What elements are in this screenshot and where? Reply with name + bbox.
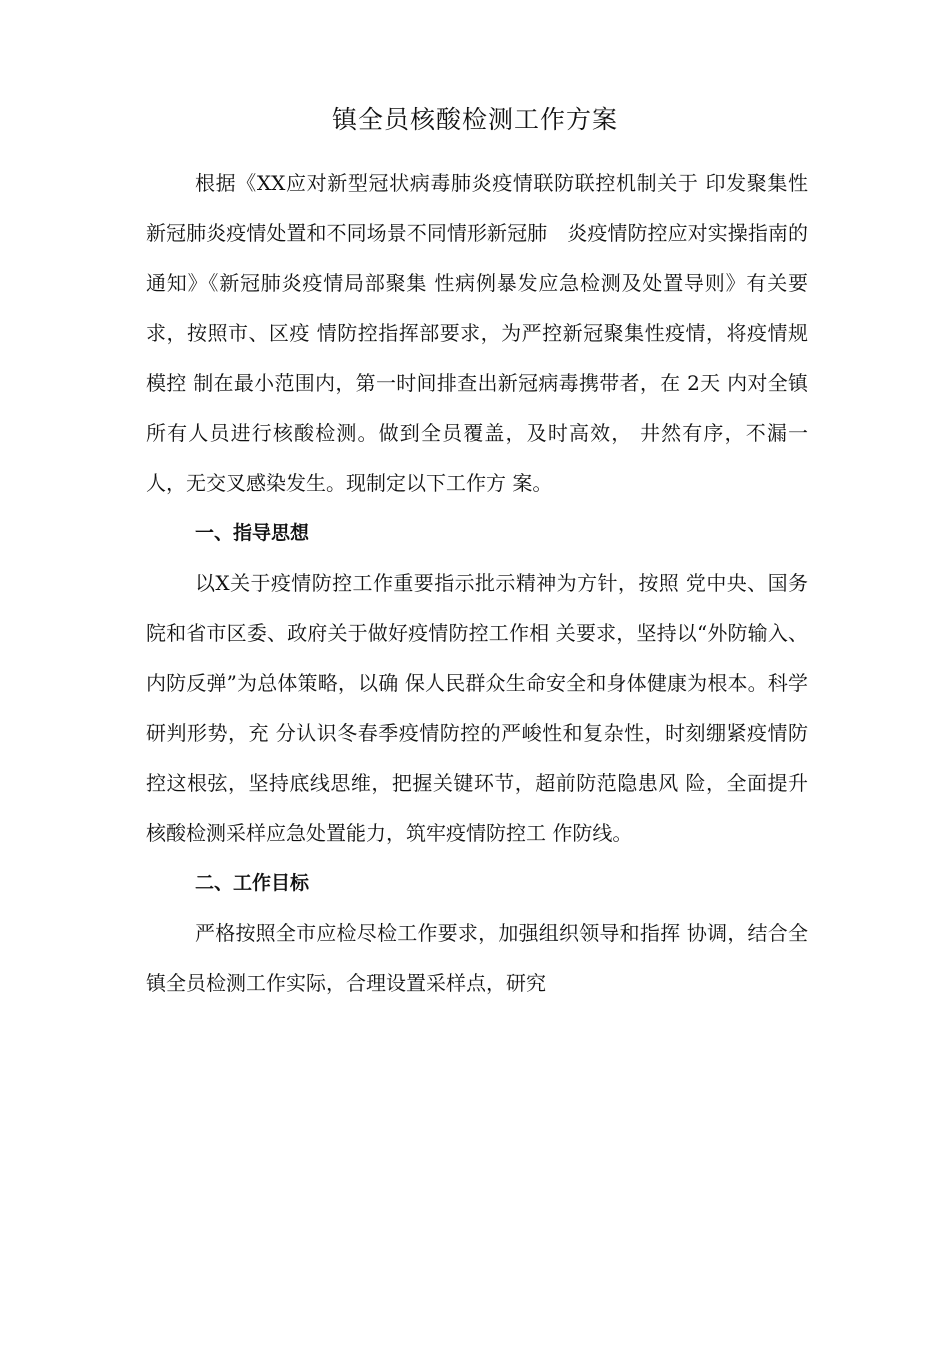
section-heading-work-goals: 二、工作目标: [195, 872, 310, 894]
document-body: [146, 158, 808, 1008]
section-paragraph-work-goals: 严格按照全市应检尽检工作要求，加强组织领导和指挥 协调，结合全镇全员检测工作实际，合理设置采样点，研究: [146, 921, 808, 995]
section-paragraph-guiding-ideology: 以X关于疫情防控工作重要指示批示精神为方针，按照 党中央、国务院和省市区委、政府关于做好疫情防控工作相 关要求，坚持以“外防输入、内防反弹”为总体策略，以确 保人民群众生命安全和身体健康为根本。科学研判形势，充 分认识冬春季疫情防控的严峻性和复杂性，时刻绷紧疫情防 控这根弦，坚持底线思维，把握关键环节，超前防范隐患风 险，全面提升核酸检测采样应急处置能力，筑牢疫情防控工 作防线。: [146, 571, 808, 845]
document-title: 镇全员核酸检测工作方案: [331, 105, 618, 134]
section-heading-guiding-ideology: 一、指导思想: [195, 522, 310, 544]
intro-paragraph: 根据《XX应对新型冠状病毒肺炎疫情联防联控机制关于 印发聚集性新冠肺炎疫情处置和不同场景不同情形新冠肺 炎疫情防控应对实操指南的通知》《新冠肺炎疫情局部聚集 性病例暴发应急检测及处置导则》有关要求，按照市、区疫 情防控指挥部要求，为严控新冠聚集性疫情，将疫情规模控 制在最小范围内，第一时间排查出新冠病毒携带者，在 2天 内对全镇所有人员进行核酸检测。做到全员覆盖，及时高效， 井然有序，不漏一人，无交叉感染发生。现制定以下工作方 案。: [146, 171, 808, 495]
